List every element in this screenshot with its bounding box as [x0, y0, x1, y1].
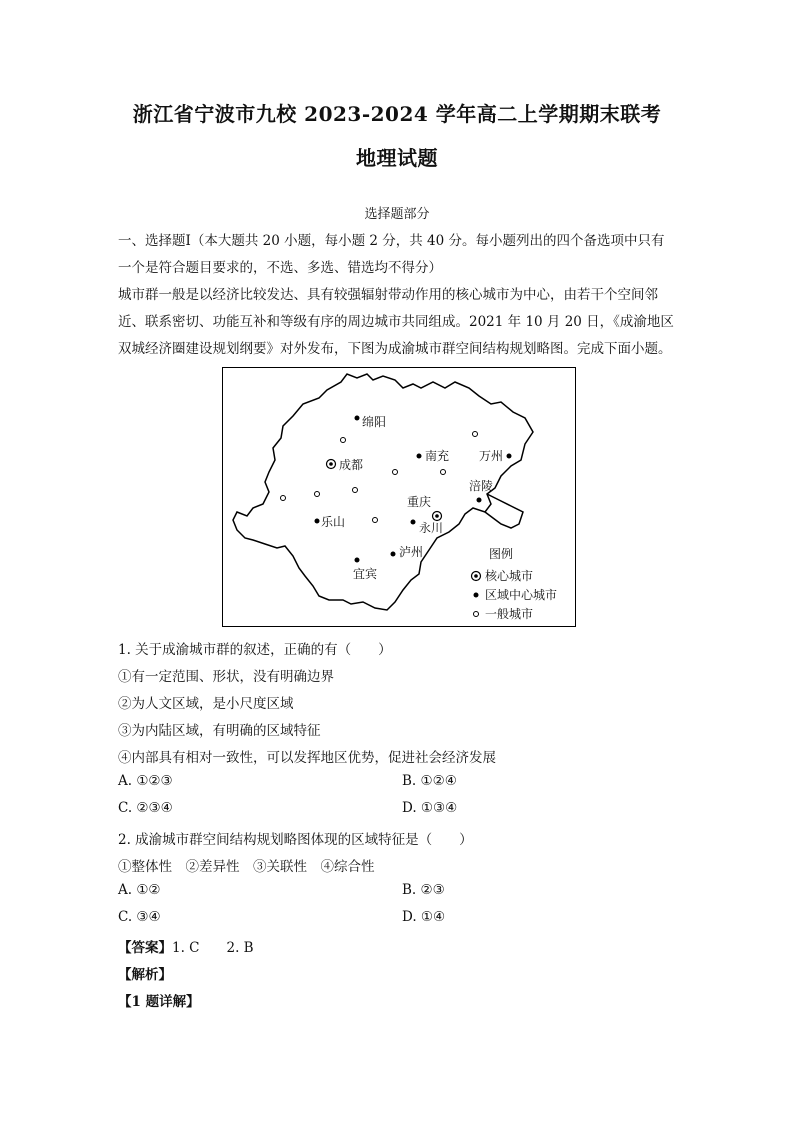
answer-line [118, 936, 254, 956]
city-label-nanchong: 南充 [425, 449, 450, 463]
document-title: 浙江省宁波市九校 2023-2024 学年高二上学期期末联考 [132, 102, 662, 126]
general-city-marker [341, 438, 346, 443]
question-1-option-a: A. ①②③ [118, 773, 173, 789]
question-1-statement-1: ①有一定范围、形状，没有明确边界 [118, 669, 334, 685]
legend-core-symbol-dot [474, 574, 478, 578]
general-city-marker [353, 488, 358, 493]
instruction-line-2: 一个是符合题目要求的，不选、多选、错选均不得分） [118, 260, 442, 276]
city-marker-luzhou [391, 552, 396, 557]
question-1-statement-4: ④内部具有相对一致性，可以发挥地区优势，促进社会经济发展 [118, 750, 496, 766]
city-marker-wanzhou [507, 454, 512, 459]
city-marker-mianyang [355, 416, 360, 421]
question-1-option-b: B. ①②④ [402, 773, 457, 789]
question-2-stem: 2. 成渝城市群空间结构规划略图体现的区域特征是（ ） [118, 832, 473, 848]
analysis-label: 【解析】 [118, 967, 172, 983]
city-label-fuling: 涪陵 [469, 479, 494, 493]
answer-label: 【答案】 [118, 940, 172, 956]
city-label-luzhou: 泸州 [399, 545, 424, 559]
city-cluster-map [222, 367, 576, 627]
question-2-option-a: A. ①② [118, 882, 161, 898]
general-city-marker [315, 492, 320, 497]
answer-value: 1. C 2. B [172, 940, 254, 956]
intro-line-1: 城市群一般是以经济比较发达、具有较强辐射带动作用的核心城市为中心，由若干个空间邻 [118, 287, 658, 303]
general-city-marker [441, 470, 446, 475]
general-city-marker [281, 496, 286, 501]
city-label-chengdu: 成都 [339, 458, 364, 472]
city-marker-yongchuan [411, 520, 416, 525]
city-label-wanzhou: 万州 [479, 449, 504, 463]
city-marker-yibin [355, 558, 360, 563]
city-marker-nanchong [417, 454, 422, 459]
city-marker-chengdu-core [329, 462, 333, 466]
document-subtitle: 地理试题 [356, 146, 438, 170]
city-marker-chongqing-core [435, 514, 439, 518]
question-1-option-d: D. ①③④ [402, 800, 458, 816]
question-2-statements: ①整体性 ②差异性 ③关联性 ④综合性 [118, 859, 375, 875]
question-1-statement-3: ③为内陆区域，有明确的区域特征 [118, 723, 321, 739]
legend-regional-label: 区域中心城市 [485, 588, 558, 602]
region-eastern-lobe [485, 494, 523, 528]
legend-title: 图例 [489, 547, 514, 561]
question-2-option-c: C. ③④ [118, 909, 161, 925]
legend-regional-symbol [474, 593, 479, 598]
question-1-stem: 1. 关于成渝城市群的叙述，正确的有（ ） [118, 642, 392, 658]
detail-label: 【1 题详解】 [118, 994, 200, 1010]
city-label-chongqing: 重庆 [407, 495, 432, 509]
legend-general-label: 一般城市 [485, 607, 534, 621]
section-heading: 选择题部分 [364, 207, 430, 222]
intro-line-3: 双城经济圈建设规划纲要》对外发布，下图为成渝城市群空间结构规划略图。完成下面小题。 [118, 341, 672, 357]
city-marker-leshan [315, 519, 320, 524]
city-label-leshan: 乐山 [321, 515, 346, 529]
intro-line-2: 近、联系密切、功能互补和等级有序的周边城市共同组成。2021 年 10 月 20 日，《成渝地区 [118, 314, 674, 330]
instruction-line-1: 一、选择题Ⅰ（本大题共 20 小题，每小题 2 分，共 40 分。每小题列出的四个备选项中只有 [118, 233, 665, 249]
city-marker-fuling [477, 498, 482, 503]
question-1-statement-2: ②为人文区域，是小尺度区域 [118, 696, 294, 712]
general-city-marker [473, 432, 478, 437]
legend-core-label: 核心城市 [485, 569, 534, 583]
question-2-option-b: B. ②③ [402, 882, 445, 898]
city-label-yongchuan: 永川 [419, 521, 444, 535]
general-city-marker [393, 470, 398, 475]
question-1-option-c: C. ②③④ [118, 800, 173, 816]
legend-general-symbol [474, 612, 479, 617]
general-city-marker [373, 518, 378, 523]
city-label-mianyang: 绵阳 [362, 415, 387, 429]
city-label-yibin: 宜宾 [353, 567, 378, 581]
question-2-option-d: D. ①④ [402, 909, 446, 925]
